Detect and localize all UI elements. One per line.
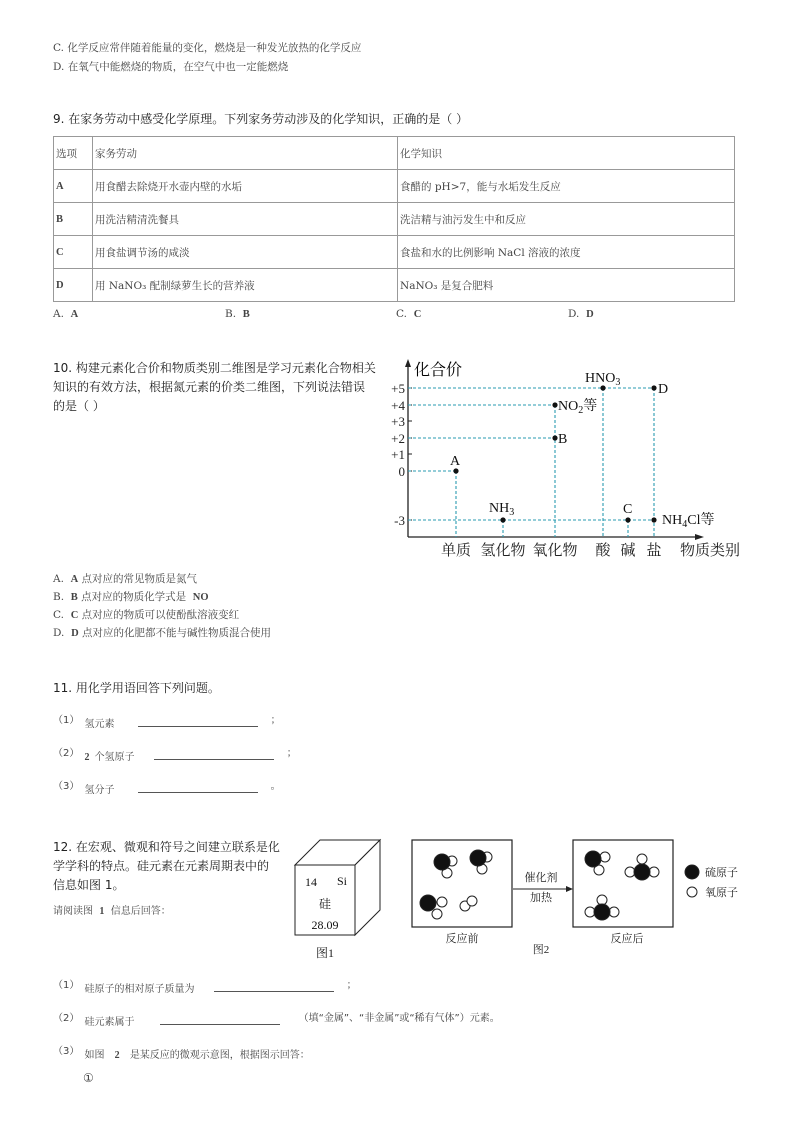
q9-choice-c[interactable] xyxy=(396,308,421,320)
table-row xyxy=(54,170,735,203)
q10-stem-line1: 10. 构建元素化合价和物质类别二维图是学习元素化合物相关 xyxy=(53,361,376,375)
x-category: 碱 xyxy=(620,543,636,559)
before-label: 反应前 xyxy=(445,933,479,945)
q10-option-d[interactable] xyxy=(53,625,271,640)
choice-value: D xyxy=(586,309,594,320)
table-cell: 食盐和水的比例影响 NaCl 溶液的浓度 xyxy=(398,236,735,269)
q10-stem-line3: 的是（ ） xyxy=(53,399,105,413)
q12-read-instruction xyxy=(53,902,171,917)
point-b xyxy=(552,435,557,440)
x-category: 酸 xyxy=(595,543,611,559)
item-text: 硅元素属于 xyxy=(84,1017,135,1028)
option-formula: NO xyxy=(192,592,209,603)
table-cell: 洗洁精与油污发生中和反应 xyxy=(398,203,735,236)
figure-1-caption: 图1 xyxy=(315,946,335,960)
table-cell: 用 NaNO₃ 配制绿萝生长的营养液 xyxy=(93,269,398,302)
item-number: （1） xyxy=(53,715,80,726)
table-header-row xyxy=(54,137,735,170)
item-number: （3） xyxy=(53,1046,80,1057)
item-text: 氢元素 xyxy=(84,719,115,730)
item-text: 个氢原子 xyxy=(94,752,135,763)
element-name: 硅 xyxy=(318,897,332,911)
answer-blank[interactable] xyxy=(138,726,258,727)
item-text: 硅原子的相对原子质量为 xyxy=(84,984,195,995)
y-tick: +4 xyxy=(391,398,405,413)
table-cell: 用食醋去除烧开水壶内壁的水垢 xyxy=(93,170,398,203)
item-number: （2） xyxy=(53,748,80,759)
point-label-nh4cl: $NH_4Cl$等 xyxy=(662,513,715,530)
point-no2 xyxy=(552,402,557,407)
atomic-mass: 28.09 xyxy=(311,918,339,932)
point-a xyxy=(453,468,458,473)
element-symbol: Si xyxy=(337,874,348,888)
item-end: ； xyxy=(286,748,297,759)
item-bold: 2 xyxy=(84,752,90,763)
option-prefix: A. xyxy=(53,573,64,585)
point-nh4cl xyxy=(651,517,656,522)
choice-prefix: D. xyxy=(568,308,580,320)
q9-choice-b[interactable] xyxy=(225,308,250,320)
q8-option-d: D. 在氧气中能燃烧的物质，在空气中也一定能燃烧 xyxy=(53,61,289,73)
item-number: （2） xyxy=(53,1013,80,1024)
q10-option-a[interactable] xyxy=(53,571,197,586)
item-end: （填“金属”、“非金属”或“稀有气体”）元素。 xyxy=(298,1013,500,1024)
table-cell: 用食盐调节汤的咸淡 xyxy=(93,236,398,269)
q11-item-3 xyxy=(53,774,281,796)
option-prefix: D. xyxy=(53,627,65,639)
y-tick: +5 xyxy=(391,381,405,396)
y-tick: +2 xyxy=(391,431,405,446)
figure-2-reaction xyxy=(405,835,775,965)
option-key: A xyxy=(70,574,79,585)
item-bold: 2 xyxy=(114,1050,120,1061)
atomic-number: 14 xyxy=(305,875,317,889)
q10-option-c[interactable] xyxy=(53,607,239,622)
q12-stem-line1: 12. 在宏观、微观和符号之间建立联系是化 xyxy=(53,840,280,854)
point-hno3 xyxy=(600,385,605,390)
after-label: 反应后 xyxy=(610,933,644,945)
q8-option-c: C. 化学反应常伴随着能量的变化，燃烧是一种发光放热的化学反应 xyxy=(53,42,362,54)
table-cell-key: B xyxy=(54,203,93,236)
legend-sulfur: 硫原子 xyxy=(705,867,738,879)
point-label-no2: $NO_2$等 xyxy=(558,399,598,416)
table-row xyxy=(54,236,735,269)
choice-prefix: B. xyxy=(225,308,237,320)
option-prefix: C. xyxy=(53,609,64,621)
choice-value: B xyxy=(242,309,250,320)
option-text: 点对应的常见物质是氮气 xyxy=(81,573,198,585)
table-cell: 用洗洁精清洗餐具 xyxy=(93,203,398,236)
point-label-b: B xyxy=(558,432,568,447)
option-text: 点对应的物质化学式是 xyxy=(81,591,187,603)
oxygen-atom-icon xyxy=(687,887,697,897)
q12-item-2 xyxy=(53,1006,500,1028)
option-text: 点对应的化肥都不能与碱性物质混合使用 xyxy=(82,627,272,639)
y-tick: 0 xyxy=(398,464,405,479)
answer-blank[interactable] xyxy=(160,1024,280,1025)
y-tick: -3 xyxy=(394,513,405,528)
table-header: 选项 xyxy=(54,137,93,170)
table-row xyxy=(54,203,735,236)
answer-blank[interactable] xyxy=(154,759,274,760)
before-box xyxy=(412,840,512,927)
catalyst-label: 催化剂 xyxy=(524,872,558,884)
q11-item-2 xyxy=(53,741,297,763)
sulfur-atom-icon xyxy=(685,865,699,879)
q10-option-b[interactable] xyxy=(53,589,209,604)
y-tick: +1 xyxy=(391,447,405,462)
figure-2-caption: 图2 xyxy=(532,944,550,956)
table-cell-key: D xyxy=(54,269,93,302)
read-num: 1 xyxy=(99,906,105,917)
point-label-d: D xyxy=(658,382,669,397)
q11-item-1 xyxy=(53,708,281,730)
x-category: 盐 xyxy=(646,543,662,559)
item-end: 。 xyxy=(270,781,281,792)
table-cell-key: A xyxy=(54,170,93,203)
q12-item-1 xyxy=(53,973,357,995)
valence-category-chart xyxy=(380,355,760,565)
table-cell: 食醋的 pH>7，能与水垢发生反应 xyxy=(398,170,735,203)
reaction-arrow-icon xyxy=(566,886,573,892)
point-label-c: C xyxy=(623,502,633,517)
x-category: 氢化物 xyxy=(480,543,526,559)
read-suffix: 信息后回答： xyxy=(110,906,171,917)
q9-table xyxy=(53,136,735,302)
choice-value: A xyxy=(70,309,79,320)
q9-stem: 9. 在家务劳动中感受化学原理。下列家务劳动涉及的化学知识，正确的是（ ） xyxy=(53,112,469,126)
heat-label: 加热 xyxy=(530,892,552,904)
table-header: 化学知识 xyxy=(398,137,735,170)
x-category: 单质 xyxy=(440,543,472,559)
point-label-hno3: $HNO_3$ xyxy=(585,371,621,388)
point-label-nh3: $NH_3$ xyxy=(489,501,515,518)
q11-stem: 11. 用化学用语回答下列问题。 xyxy=(53,681,220,695)
table-header: 家务劳动 xyxy=(93,137,398,170)
item-number: （3） xyxy=(53,781,80,792)
option-prefix: B. xyxy=(53,591,65,603)
q12-stem-line3: 信息如图 1。 xyxy=(53,878,125,892)
x-category: 氧化物 xyxy=(532,543,578,559)
legend-oxygen: 氧原子 xyxy=(705,887,738,899)
y-axis-label: 化合价 xyxy=(414,362,463,379)
table-cell-key: C xyxy=(54,236,93,269)
point-c xyxy=(625,517,630,522)
option-key: D xyxy=(71,628,79,639)
figure-1-silicon-cube xyxy=(285,835,395,965)
choice-prefix: C. xyxy=(396,308,407,320)
table-cell: NaNO₃ 是复合肥料 xyxy=(398,269,735,302)
answer-blank[interactable] xyxy=(214,991,334,992)
circled-one-marker: ① xyxy=(83,1071,94,1085)
item-text: 氢分子 xyxy=(84,785,115,796)
choice-value: C xyxy=(413,309,422,320)
option-key: B xyxy=(70,592,78,603)
option-key: C xyxy=(70,610,79,621)
q12-item-3 xyxy=(53,1039,310,1061)
item-number: （1） xyxy=(53,980,80,991)
q10-stem-line2: 知识的有效方法，根据氮元素的价类二维图，下列说法错误 xyxy=(53,380,366,394)
choice-prefix: A. xyxy=(53,308,64,320)
point-d xyxy=(651,385,656,390)
item-end: ； xyxy=(346,980,357,991)
item-end: ； xyxy=(270,715,281,726)
answer-blank[interactable] xyxy=(138,792,258,793)
point-label-a: A xyxy=(450,454,461,469)
q9-choice-d[interactable] xyxy=(568,308,594,320)
read-prefix: 请阅读图 xyxy=(53,906,93,917)
q9-choice-a[interactable] xyxy=(53,308,78,320)
option-text: 点对应的物质可以使酚酞溶液变红 xyxy=(81,609,240,621)
y-axis-arrow-icon xyxy=(405,359,411,367)
x-axis-label: 物质类别 xyxy=(679,543,741,559)
table-row xyxy=(54,269,735,302)
item-text: 是某反应的微观示意图，根据图示回答： xyxy=(129,1050,310,1061)
x-axis-arrow-icon xyxy=(695,534,704,540)
point-nh3 xyxy=(500,517,505,522)
y-tick: +3 xyxy=(391,414,405,429)
q12-stem-line2: 学学科的特点。硅元素在元素周期表中的 xyxy=(53,859,270,873)
item-text: 如图 xyxy=(84,1050,105,1061)
